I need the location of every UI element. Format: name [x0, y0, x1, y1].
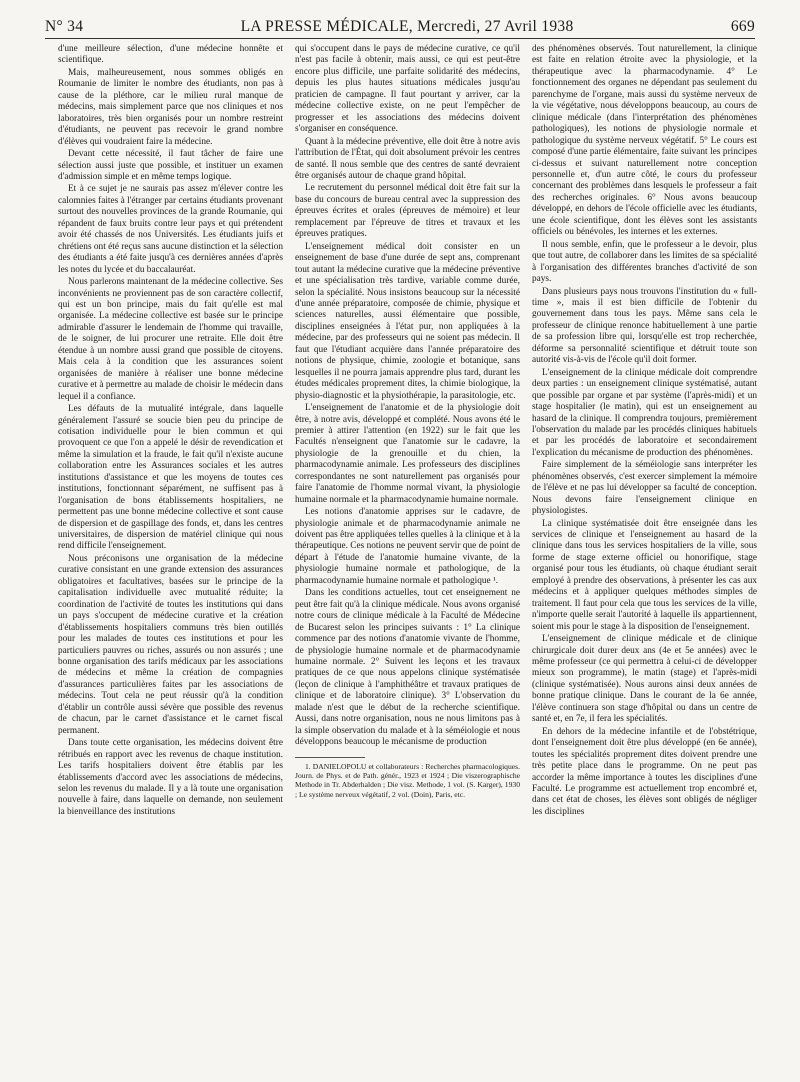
- paragraph: Dans toute cette organisation, les médecins doivent être rétribués en rapport avec les revenus de chaque institution. Les tarifs hospitaliers doivent être établis par les établissements d'accord avec les associations de médecins, selon les revenus du malade. Il y a là toute une organisation nouvelle à faire, dans laquelle on demande, non seulement la bienveillance des institutions: [58, 738, 283, 817]
- column-2: [295, 44, 520, 1074]
- paragraph: des phénomènes observés. Tout naturellement, la clinique est faite en relation étroite avec la physiologie, et la thérapeutique avec la pharmacodynamie. 4° Le fonctionnement des organes ne dépendant pas seulement du parenchyme de l'organe, mais aussi du système nerveux de la vie végétative, nous développons beaucoup, au cours de clinique médicale (dans l'interprétation des phénomènes pathologiques), les notions de physiologie normale et pathologique du système nerveux végétatif. 5° Le cours est composé d'une partie élémentaire, faite suivant les principes ci-dessus et suivant naturellement notre conception personnelle et, d'un autre côté, le cours du professeur concernant des problèmes dans lesquels le professeur a fait des recherches originales. 6° Nous avons beaucoup développé, en dehors de l'école officielle avec les étudiants, une école scientifique, dont les élèves sont les assistants officiels ou bénévoles, les internes et les externes.: [532, 44, 757, 238]
- paragraph: Devant cette nécessité, il faut tâcher de faire une sélection aussi juste que possible, et instituer un examen d'admission simple et en même temps logique.: [58, 149, 283, 182]
- paragraph: Les notions d'anatomie apprises sur le cadavre, de physiologie animale et de pharmacodynamie animale ne doivent pas être appliquées telles quelles à la clinique et à la thérapeutique. Ces notions ne peuvent servir que de point de départ à l'étude de l'anatomie humaine vivante, de la physiologie humaine normale et pathologique, de la pharmacodynamie humaine normale et pathologique ¹.: [295, 507, 520, 586]
- footnote-rule: [295, 757, 365, 758]
- page-header: [45, 8, 755, 36]
- paragraph: Et à ce sujet je ne saurais pas assez m'élever contre les calomnies faites à l'étranger par certains étudiants provenant surtout des nouvelles provinces de la grande Roumanie, qui répandent de faux bruits contre leur pays et qui prétendent avoir été chassés de nos Universités. Les étudiants juifs et chrétiens ont été reçus sans aucune distinction et la sélection des étudiants a été faite jusqu'à ces dernières années d'après les notes du lycée et du baccalauréat.: [58, 184, 283, 275]
- paragraph: Il nous semble, enfin, que le professeur a le devoir, plus que tout autre, de collaborer dans les limites de sa spécialité à l'organisation des différentes branches d'activité de son pays.: [532, 239, 757, 285]
- article-body: [58, 44, 758, 1074]
- paragraph: Quant à la médecine préventive, elle doit être à notre avis l'attribution de l'État, qui doit absolument prévoir les centres de santé. Il nous semble que des centres de santé devraient être organisés autour de chaque grand hôpital.: [295, 136, 520, 181]
- journal-title: LA PRESSE MÉDICALE, Mercredi, 27 Avril 1938: [240, 18, 574, 35]
- header-rule: [45, 38, 755, 39]
- paragraph: Nous préconisons une organisation de la médecine curative consistant en une grande extension des assurances obligatoires et facultatives, basées sur le principe de la capitalisation individuelle avec mutualité réduite; la coordination de l'activité de toutes les institutions qui dans un pays s'occupent de médecine curative et la création d'établissements hospitaliers communs très bien outillés pour les malades de toutes ces institutions et pour les particuliers pauvres ou riches, assurés ou non assurés ; une bonne organisation des tarifs médicaux par les associations de médecins et même la création de compagnies d'assurances particulières faites par les associations de médecins. Tout cela ne peut réussir qu'à la condition d'établir un contrôle aussi sévère que possible des revenus de chacun, par le carnet d'assistance et le carnet fiscal permanent.: [58, 553, 283, 736]
- paragraph: L'enseignement de la clinique médicale doit comprendre deux parties : un enseignement clinique systématisé, autant que possible par organe et par système (l'après-midi) et un stage hospitalier (le matin), qui est un enseignement au hasard de la clinique. Il comprendra toujours, premièrement l'observation du malade par les procédés cliniques habituels et par les procédés de laboratoire et secondairement l'explication du mécanisme de production des phénomènes.: [532, 367, 757, 458]
- page-number: 669: [730, 18, 755, 35]
- paragraph: Nous parlerons maintenant de la médecine collective. Ses inconvénients ne proviennent pas de son caractère collectif, qui est un bon principe, mais du fait qu'elle est mal organisée. La médecine collective est basée sur le principe admirable d'assurer le lendemain de l'homme qui travaille, de le soigner, de lui procurer une retraite. Elle doit être étendue à un nombre aussi grand que possible de citoyens. Mais cela à la condition que les assurances soient organisées de manière à réaliser une bonne médecine curative et à permettre au malade de choisir le médecin dans lequel il a confiance.: [58, 277, 283, 402]
- paragraph: Dans plusieurs pays nous trouvons l'institution du « full-time », mais il est bien difficile de l'obtenir du gouvernement dans tous les pays. Même sans cela le professeur de clinique renonce habituellement à une partie de sa profession libre qui, lorsqu'elle est trop recherchée, déforme sa personnalité scientifique et détruit toute son autorité vis-à-vis de l'école qu'il doit former.: [532, 286, 757, 366]
- paragraph: L'enseignement de l'anatomie et de la physiologie doit être, à notre avis, développé et complété. Nous avons été le premier à attirer l'attention (en 1922) sur le fait que les Facultés n'enseignent que l'anatomie sur le cadavre, la physiologie de la grenouille et du chien, la pharmacodynamie animale. Les professeurs des disciplines correspondantes ne sont naturellement pas organisés pour faire l'anatomie de l'homme normal vivant, la physiologie humaine normale et la pharmacodynamie humaine normale.: [295, 403, 520, 505]
- footnote: 1. DANIELOPOLU et collaborateurs : Recherches pharmacologiques. Journ. de Phys. et de Path. génér., 1923 et 1924 ; Die viszerographische Methode in Tr. Abderhalden ; Die visz. Methode, 1 vol. (S. Karger), 1930 ; Le système nerveux végétatif, 2 vol. (Doin), Paris, etc.: [295, 761, 520, 799]
- paragraph: En dehors de la médecine infantile et de l'obstétrique, dont l'enseignement doit être plus développé (en 6e année), toutes les spécialités proprement dites doivent prendre une très petite place dans le programme. On ne peut pas accorder la même importance à toutes les disciplines d'une Faculté. Le programme est actuellement trop encombré et, dans cet état de choses, les élèves sont obligés de négliger les disciplines: [532, 726, 757, 817]
- paragraph: La clinique systématisée doit être enseignée dans les services de clinique et l'enseignement au hasard de la clinique dans tous les services hospitaliers de la ville, sous forme de stage externe officiel ou honorifique, stage organisé pour tous les étudiants, où chaque étudiant serait employé à prendre des observations, à présenter les cas aux médecins et à appliquer quelques méthodes simples de traitement. Il faut pour cela que tous les services de la ville, n'importe quelle serait l'autorité à laquelle ils appartiennent, soient mis pour le stage à la disposition de l'enseignement.: [532, 518, 757, 632]
- issue-number: N° 34: [45, 18, 84, 35]
- paragraph: qui s'occupent dans le pays de médecine curative, ce qu'il n'est pas facile à obtenir, mais aussi, ce qui est peut-être encore plus difficile, une parfaite solidarité des médecins, depuis les plus hautes situations médicales jusqu'au praticien de campagne. Il faut pourtant y arriver, car la médecine collective existe, on ne peut l'empêcher de progresser et les associations des médecins doivent s'organiser en conséquence.: [295, 44, 520, 135]
- paragraph: Le recrutement du personnel médical doit être fait sur la base du concours de bureau central avec la suppression des épreuves écrites et orales (épreuves de mémoire) et leur remplacement par l'épreuve de titres et travaux et les épreuves pratiques.: [295, 183, 520, 240]
- paragraph: Faire simplement de la séméiologie sans interpréter les phénomènes observés, c'est exercer simplement la mémoire de l'élève et ne pas lui développer sa faculté de conception. Nous devons faire l'enseignement clinique en physiologistes.: [532, 460, 757, 517]
- column-3: [532, 44, 757, 1074]
- column-1: [58, 44, 283, 1074]
- paragraph: Dans les conditions actuelles, tout cet enseignement ne peut être fait qu'à la clinique médicale. Nous avons organisé notre cours de clinique médicale à la Faculté de Médecine de Bucarest selon les principes suivants : 1° La clinique commence par des notions d'anatomie vivante de l'homme, de physiologie humaine normale et de pharmacodynamie humaine normale. 2° Suivent les leçons et les travaux pratiques de ce que nous appelons clinique systématisée (leçon de clinique à l'amphithéâtre et travaux pratiques de clinique et de laboratoire clinique). 3° L'observation du malade n'est que le début de la recherche scientifique. Aussi, dans notre organisation, nous ne nous limitons pas à la simple observation du malade et à la séméiologie et nous développons beaucoup le mécanisme de production: [295, 588, 520, 748]
- paragraph: Mais, malheureusement, nous sommes obligés en Roumanie de limiter le nombre des étudiants, non pas à cause de la pléthore, car le milieu rural manque de médecins, mais simplement parce que nos cliniques et nos laboratoires, très bien organisés pour un nombre restreint d'étudiants, ne peuvent pas recevoir le grand nombre d'élèves qui voudraient faire la médecine.: [58, 67, 283, 147]
- paragraph: L'enseignement médical doit consister en un enseignement de base d'une durée de sept ans, comprenant tout autant la médecine curative que la médecine préventive et une spécialisation très tardive, variable comme durée, selon la spécialité. Nous insistons beaucoup sur la nécessité d'une année préparatoire, composée de chimie, physique et sciences naturelles, aussi élémentaire que possible, disciplines enseignées à l'état pur, non appliquées à la médecine, par des professeurs qui ne soient pas médecin. Il faut que l'étudiant acquière dans l'année préparatoire des notions de physique, chimie, zoologie et botanique, sans lesquelles il ne pourra jamais apprendre plus tard, durant les études médicales proprement dites, la chimie biologique, la physio-diagnostic et la physiothérapie, la parasitologie, etc.: [295, 241, 520, 401]
- paragraph: d'une meilleure sélection, d'une médecine honnête et scientifique.: [58, 44, 283, 66]
- paragraph: Les défauts de la mutualité intégrale, dans laquelle généralement l'assuré se soucie bien peu du principe de cotisation individuelle pour le bien commun et qui provoquent ce que l'on a appelé le désir de revendication et même la simulation et la fraude, le fait qu'il n'existe aucune collaboration entre les Assurances sociales et les autres institutions d'assistance et que les moyens de toutes ces institutions, fonctionnant séparément, ne suffisent pas à l'organisation de bons établissements hospitaliers, ne permettent pas une bonne médecine collective et sont cause de dispersion et de gaspillage des fonds, et, dans les centres universitaires, de dispersion de matériel clinique qui nous rend difficile l'enseignement.: [58, 404, 283, 552]
- paragraph: L'enseignement de clinique médicale et de clinique chirurgicale doit durer deux ans (4e et 5e années) avec le même professeur (ce qui permettra à celui-ci de développer mieux son programme), le matin (stage) et l'après-midi (clinique systématisée). Nous aurons ainsi deux années de bonne pratique clinique. Dans le courant de la 6e année, l'élève continuera son stage d'hôpital ou dans un centre de santé et, en 7e, il fera les spécialités.: [532, 634, 757, 725]
